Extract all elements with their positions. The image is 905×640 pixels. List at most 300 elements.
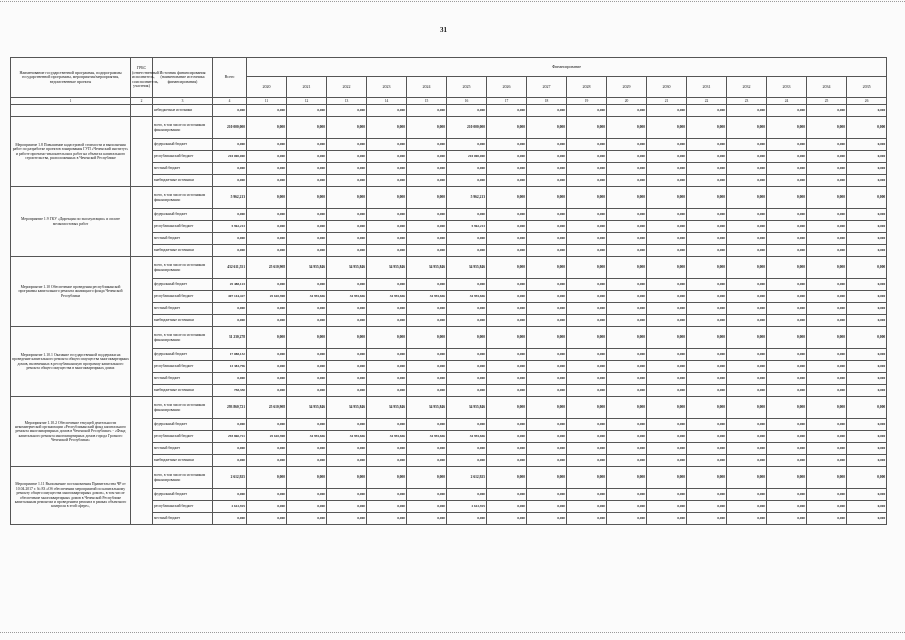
total-cell: 293 860,721 — [213, 397, 247, 419]
source-cell: местный бюджет — [153, 303, 213, 315]
year-value-cell: 0,000 — [527, 327, 567, 349]
year-value-cell: 34 955,846 — [287, 291, 327, 303]
year-value-cell: 0,000 — [767, 279, 807, 291]
year-value-cell: 0,000 — [487, 467, 527, 489]
year-value-cell: 0,000 — [607, 105, 647, 117]
year-value-cell: 0,000 — [607, 315, 647, 327]
year-value-cell: 0,000 — [607, 431, 647, 443]
header-colnum: 4 — [213, 98, 247, 105]
grbs-cell — [131, 467, 153, 525]
year-value-cell: 0,000 — [607, 139, 647, 151]
year-value-cell: 0,000 — [847, 467, 887, 489]
year-value-cell: 34 955,846 — [287, 431, 327, 443]
year-value-cell: 0,000 — [287, 163, 327, 175]
year-value-cell: 0,000 — [687, 385, 727, 397]
year-value-cell: 0,000 — [367, 467, 407, 489]
year-value-cell: 0,000 — [287, 349, 327, 361]
year-value-cell: 0,000 — [367, 315, 407, 327]
source-cell: всего, в том числе по источникам финансирования: — [153, 257, 213, 279]
header-colnum: 21 — [647, 98, 687, 105]
total-cell: 2 612,925 — [213, 501, 247, 513]
year-value-cell: 0,000 — [407, 279, 447, 291]
year-value-cell: 0,000 — [847, 349, 887, 361]
year-value-cell: 5 962,213 — [447, 187, 487, 209]
year-value-cell: 0,000 — [687, 279, 727, 291]
year-value-cell: 0,000 — [407, 221, 447, 233]
year-value-cell: 34 955,846 — [327, 257, 367, 279]
year-value-cell: 210 000,000 — [447, 117, 487, 139]
year-value-cell: 0,000 — [647, 279, 687, 291]
year-value-cell: 0,000 — [767, 175, 807, 187]
year-value-cell: 0,000 — [247, 513, 287, 525]
year-value-cell: 34 955,846 — [407, 257, 447, 279]
year-value-cell: 0,000 — [727, 327, 767, 349]
year-value-cell: 0,000 — [487, 513, 527, 525]
year-value-cell: 0,000 — [647, 361, 687, 373]
year-value-cell: 0,000 — [727, 431, 767, 443]
year-value-cell: 0,000 — [447, 209, 487, 221]
year-value-cell: 0,000 — [447, 373, 487, 385]
year-value-cell: 0,000 — [647, 291, 687, 303]
year-value-cell: 0,000 — [487, 419, 527, 431]
year-value-cell: 0,000 — [487, 187, 527, 209]
year-value-cell: 0,000 — [247, 139, 287, 151]
total-cell: 432 611,551 — [213, 257, 247, 279]
year-value-cell: 0,000 — [847, 385, 887, 397]
year-value-cell: 0,000 — [487, 455, 527, 467]
total-cell: 25 488,123 — [213, 279, 247, 291]
year-value-cell: 0,000 — [487, 291, 527, 303]
year-value-cell: 0,000 — [247, 151, 287, 163]
year-value-cell: 0,000 — [767, 151, 807, 163]
year-value-cell: 0,000 — [407, 209, 447, 221]
year-value-cell: 0,000 — [647, 105, 687, 117]
year-value-cell: 0,000 — [287, 187, 327, 209]
year-value-cell: 0,000 — [487, 233, 527, 245]
grbs-cell — [131, 105, 153, 117]
year-value-cell: 0,000 — [767, 443, 807, 455]
year-value-cell: 0,000 — [287, 139, 327, 151]
year-value-cell: 0,000 — [687, 291, 727, 303]
year-value-cell: 0,000 — [247, 443, 287, 455]
year-value-cell: 0,000 — [647, 467, 687, 489]
year-value-cell: 34 955,846 — [367, 397, 407, 419]
year-value-cell: 0,000 — [687, 349, 727, 361]
year-value-cell: 0,000 — [287, 513, 327, 525]
year-value-cell: 0,000 — [367, 175, 407, 187]
year-value-cell: 34 955,846 — [287, 397, 327, 419]
year-value-cell: 0,000 — [367, 455, 407, 467]
year-value-cell: 0,000 — [567, 209, 607, 221]
total-cell: 0,000 — [213, 233, 247, 245]
year-value-cell: 0,000 — [807, 455, 847, 467]
year-value-cell: 0,000 — [367, 187, 407, 209]
year-value-cell: 0,000 — [767, 419, 807, 431]
year-value-cell: 0,000 — [487, 151, 527, 163]
year-value-cell: 0,000 — [847, 361, 887, 373]
page-number: 31 — [440, 26, 447, 34]
year-value-cell: 0,000 — [567, 373, 607, 385]
year-value-cell: 0,000 — [647, 151, 687, 163]
total-cell: 0,000 — [213, 209, 247, 221]
total-cell: 0,000 — [213, 245, 247, 257]
year-value-cell: 0,000 — [447, 163, 487, 175]
year-value-cell: 0,000 — [487, 163, 527, 175]
year-value-cell: 0,000 — [847, 233, 887, 245]
year-value-cell: 0,000 — [767, 303, 807, 315]
header-colnum: 26 — [847, 98, 887, 105]
grbs-cell — [131, 327, 153, 397]
year-value-cell: 0,000 — [727, 163, 767, 175]
header-colnum: 12 — [287, 98, 327, 105]
year-value-cell: 0,000 — [487, 327, 527, 349]
year-value-cell: 0,000 — [247, 303, 287, 315]
year-value-cell: 0,000 — [647, 455, 687, 467]
year-value-cell: 0,000 — [287, 175, 327, 187]
year-value-cell: 0,000 — [247, 501, 287, 513]
year-value-cell: 0,000 — [567, 443, 607, 455]
year-value-cell: 0,000 — [287, 221, 327, 233]
year-value-cell: 0,000 — [607, 279, 647, 291]
year-value-cell: 25 610,908 — [247, 431, 287, 443]
year-value-cell: 0,000 — [847, 373, 887, 385]
year-value-cell: 0,000 — [287, 209, 327, 221]
source-cell: всего, в том числе по источникам финансирования: — [153, 187, 213, 209]
year-value-cell: 0,000 — [527, 315, 567, 327]
header-colnum: 20 — [607, 98, 647, 105]
year-value-cell: 0,000 — [567, 221, 607, 233]
year-value-cell: 0,000 — [287, 489, 327, 501]
year-value-cell: 0,000 — [647, 257, 687, 279]
year-value-cell: 0,000 — [527, 431, 567, 443]
year-value-cell: 0,000 — [287, 245, 327, 257]
year-value-cell: 0,000 — [727, 209, 767, 221]
year-value-cell: 0,000 — [327, 349, 367, 361]
total-cell: 0,000 — [213, 315, 247, 327]
total-cell: 758,350 — [213, 385, 247, 397]
year-value-cell: 0,000 — [407, 105, 447, 117]
year-value-cell: 0,000 — [527, 139, 567, 151]
year-value-cell: 0,000 — [527, 151, 567, 163]
header-year: 2033 — [767, 77, 807, 98]
header-colnum: 18 — [527, 98, 567, 105]
source-cell: местный бюджет — [153, 233, 213, 245]
year-value-cell: 0,000 — [767, 385, 807, 397]
year-value-cell: 0,000 — [607, 467, 647, 489]
year-value-cell: 0,000 — [607, 373, 647, 385]
year-value-cell: 0,000 — [247, 385, 287, 397]
year-value-cell: 0,000 — [487, 279, 527, 291]
year-value-cell: 0,000 — [607, 245, 647, 257]
year-value-cell: 0,000 — [807, 105, 847, 117]
year-value-cell: 0,000 — [247, 233, 287, 245]
year-value-cell: 0,000 — [647, 419, 687, 431]
year-value-cell: 0,000 — [727, 315, 767, 327]
year-value-cell: 0,000 — [407, 513, 447, 525]
year-value-cell: 0,000 — [767, 361, 807, 373]
header-colnum: 17 — [487, 98, 527, 105]
year-value-cell: 0,000 — [607, 455, 647, 467]
year-value-cell: 5 962,213 — [447, 221, 487, 233]
year-value-cell: 0,000 — [407, 443, 447, 455]
year-value-cell: 0,000 — [527, 385, 567, 397]
year-value-cell: 25 610,908 — [247, 257, 287, 279]
year-value-cell: 0,000 — [407, 467, 447, 489]
year-value-cell: 34 955,846 — [447, 257, 487, 279]
year-value-cell: 0,000 — [647, 513, 687, 525]
year-value-cell: 210 000,000 — [447, 151, 487, 163]
year-value-cell: 0,000 — [687, 443, 727, 455]
total-cell: 5 962,213 — [213, 221, 247, 233]
year-value-cell: 0,000 — [847, 513, 887, 525]
year-value-cell: 0,000 — [807, 501, 847, 513]
year-value-cell: 0,000 — [807, 117, 847, 139]
year-value-cell: 0,000 — [327, 315, 367, 327]
year-value-cell: 0,000 — [367, 117, 407, 139]
table-row — [11, 397, 887, 419]
year-value-cell: 0,000 — [807, 233, 847, 245]
year-value-cell: 0,000 — [647, 117, 687, 139]
year-value-cell: 0,000 — [647, 443, 687, 455]
year-value-cell: 0,000 — [247, 467, 287, 489]
header-year: 2022 — [327, 77, 367, 98]
year-value-cell: 0,000 — [247, 373, 287, 385]
total-cell: 31 230,278 — [213, 327, 247, 349]
year-value-cell: 0,000 — [727, 279, 767, 291]
year-value-cell: 0,000 — [247, 419, 287, 431]
year-value-cell: 0,000 — [607, 349, 647, 361]
year-value-cell: 0,000 — [327, 233, 367, 245]
year-value-cell: 0,000 — [567, 291, 607, 303]
year-value-cell: 0,000 — [447, 327, 487, 349]
header-year: 2021 — [287, 77, 327, 98]
header-row-group — [11, 58, 887, 77]
total-cell: 0,000 — [213, 443, 247, 455]
year-value-cell: 0,000 — [847, 175, 887, 187]
year-value-cell: 0,000 — [367, 163, 407, 175]
header-colnum: 13 — [327, 98, 367, 105]
total-cell: 5 962,213 — [213, 187, 247, 209]
year-value-cell: 0,000 — [767, 373, 807, 385]
year-value-cell: 0,000 — [327, 467, 367, 489]
total-cell: 293 860,721 — [213, 431, 247, 443]
year-value-cell: 0,000 — [847, 245, 887, 257]
header-colnum: 23 — [727, 98, 767, 105]
year-value-cell: 0,000 — [527, 467, 567, 489]
year-value-cell: 0,000 — [607, 443, 647, 455]
header-colnum: 22 — [687, 98, 727, 105]
year-value-cell: 0,000 — [647, 303, 687, 315]
year-value-cell: 0,000 — [847, 291, 887, 303]
year-value-cell: 34 955,846 — [447, 291, 487, 303]
total-cell: 17 088,132 — [213, 349, 247, 361]
year-value-cell: 0,000 — [767, 489, 807, 501]
year-value-cell: 0,000 — [847, 117, 887, 139]
year-value-cell: 0,000 — [247, 245, 287, 257]
financing-table — [10, 57, 887, 525]
year-value-cell: 0,000 — [527, 117, 567, 139]
header-year: 2029 — [607, 77, 647, 98]
year-value-cell: 0,000 — [367, 245, 407, 257]
year-value-cell: 0,000 — [767, 431, 807, 443]
table-body — [11, 105, 887, 525]
year-value-cell: 0,000 — [767, 291, 807, 303]
total-cell: 210 000,000 — [213, 151, 247, 163]
table-row — [11, 105, 887, 117]
year-value-cell: 0,000 — [647, 489, 687, 501]
year-value-cell: 0,000 — [247, 209, 287, 221]
activity-name: Мероприятие 1.8 Повышение кадастровой стоимости и выполнения работ по разработке проектов зонирования ГУП «Чеченский институт» и работе проектно-изыскательских работ на объектах капитального строительства, расположенных в Чеченской Республике — [11, 117, 131, 187]
year-value-cell: 0,000 — [727, 139, 767, 151]
year-value-cell: 0,000 — [487, 361, 527, 373]
year-value-cell: 0,000 — [367, 443, 407, 455]
year-value-cell: 0,000 — [447, 489, 487, 501]
year-value-cell: 34 955,846 — [327, 431, 367, 443]
header-year: 2028 — [567, 77, 607, 98]
total-cell: 0,000 — [213, 105, 247, 117]
year-value-cell: 0,000 — [447, 443, 487, 455]
year-value-cell: 0,000 — [847, 105, 887, 117]
year-value-cell: 0,000 — [607, 175, 647, 187]
year-value-cell: 0,000 — [567, 279, 607, 291]
year-value-cell: 0,000 — [807, 279, 847, 291]
year-value-cell: 0,000 — [647, 245, 687, 257]
activity-name: Мероприятие 1.10.2 Обеспечение текущей деятельности некоммерческой организации «Республиканский фонд капитального ремонта многоквартирных домов в Чеченской Республике» - «Фонд капитального ремонта многоквартирных домов города Грозного Чеченской Республики» — [11, 397, 131, 467]
grbs-cell — [131, 257, 153, 327]
year-value-cell: 0,000 — [407, 175, 447, 187]
year-value-cell: 0,000 — [247, 489, 287, 501]
header-year: 2024 — [407, 77, 447, 98]
year-value-cell: 0,000 — [527, 455, 567, 467]
year-value-cell: 0,000 — [327, 221, 367, 233]
year-value-cell: 0,000 — [287, 501, 327, 513]
year-value-cell: 0,000 — [727, 117, 767, 139]
year-value-cell: 0,000 — [287, 385, 327, 397]
source-cell: республиканский бюджет — [153, 221, 213, 233]
total-cell: 0,000 — [213, 455, 247, 467]
year-value-cell: 0,000 — [607, 361, 647, 373]
year-value-cell: 0,000 — [647, 385, 687, 397]
year-value-cell: 0,000 — [567, 303, 607, 315]
year-value-cell: 0,000 — [607, 163, 647, 175]
year-value-cell: 0,000 — [807, 397, 847, 419]
year-value-cell: 0,000 — [527, 489, 567, 501]
year-value-cell: 0,000 — [567, 327, 607, 349]
year-value-cell: 0,000 — [567, 187, 607, 209]
header-colnum: 11 — [247, 98, 287, 105]
year-value-cell: 0,000 — [287, 361, 327, 373]
year-value-cell: 0,000 — [847, 151, 887, 163]
year-value-cell: 0,000 — [367, 361, 407, 373]
year-value-cell: 0,000 — [847, 163, 887, 175]
year-value-cell: 0,000 — [327, 443, 367, 455]
year-value-cell: 0,000 — [807, 209, 847, 221]
year-value-cell: 0,000 — [687, 327, 727, 349]
year-value-cell: 0,000 — [487, 221, 527, 233]
year-value-cell: 0,000 — [847, 315, 887, 327]
year-value-cell: 0,000 — [527, 175, 567, 187]
year-value-cell: 0,000 — [567, 419, 607, 431]
year-value-cell: 34 955,846 — [327, 291, 367, 303]
table-row — [11, 467, 887, 489]
year-value-cell: 0,000 — [727, 397, 767, 419]
header-year: 2020 — [247, 77, 287, 98]
year-value-cell: 0,000 — [287, 279, 327, 291]
year-value-cell: 0,000 — [767, 163, 807, 175]
year-value-cell: 0,000 — [807, 489, 847, 501]
source-cell: федеральный бюджет — [153, 209, 213, 221]
source-cell: федеральный бюджет — [153, 139, 213, 151]
year-value-cell: 0,000 — [367, 105, 407, 117]
year-value-cell: 0,000 — [447, 139, 487, 151]
year-value-cell: 0,000 — [727, 257, 767, 279]
header-year: 2035 — [847, 77, 887, 98]
year-value-cell: 0,000 — [487, 139, 527, 151]
total-cell: 0,000 — [213, 303, 247, 315]
table-row — [11, 117, 887, 139]
header-year: 2032 — [727, 77, 767, 98]
year-value-cell: 0,000 — [847, 455, 887, 467]
grbs-cell — [131, 117, 153, 187]
year-value-cell: 0,000 — [527, 419, 567, 431]
year-value-cell: 0,000 — [727, 175, 767, 187]
header-colnum: 14 — [367, 98, 407, 105]
year-value-cell: 0,000 — [247, 327, 287, 349]
year-value-cell: 0,000 — [807, 221, 847, 233]
year-value-cell: 0,000 — [847, 501, 887, 513]
total-cell: 0,000 — [213, 139, 247, 151]
year-value-cell: 0,000 — [527, 221, 567, 233]
year-value-cell: 0,000 — [327, 385, 367, 397]
year-value-cell: 0,000 — [327, 419, 367, 431]
source-cell: федеральный бюджет — [153, 279, 213, 291]
year-value-cell: 0,000 — [367, 209, 407, 221]
year-value-cell: 0,000 — [447, 233, 487, 245]
year-value-cell: 0,000 — [607, 327, 647, 349]
year-value-cell: 0,000 — [767, 117, 807, 139]
year-value-cell: 0,000 — [767, 349, 807, 361]
year-value-cell: 0,000 — [647, 209, 687, 221]
source-cell: республиканский бюджет — [153, 501, 213, 513]
year-value-cell: 0,000 — [607, 257, 647, 279]
source-cell: всего, в том числе по источникам финансирования: — [153, 117, 213, 139]
source-cell: местный бюджет — [153, 163, 213, 175]
year-value-cell: 0,000 — [847, 257, 887, 279]
source-cell: всего, в том числе по источникам финансирования: — [153, 467, 213, 489]
source-cell: местный бюджет — [153, 443, 213, 455]
source-cell: республиканский бюджет — [153, 291, 213, 303]
year-value-cell: 0,000 — [767, 221, 807, 233]
year-value-cell: 0,000 — [767, 513, 807, 525]
year-value-cell: 0,000 — [727, 467, 767, 489]
header-colnum: 16 — [447, 98, 487, 105]
year-value-cell: 0,000 — [287, 117, 327, 139]
year-value-cell: 0,000 — [327, 245, 367, 257]
year-value-cell: 0,000 — [327, 279, 367, 291]
year-value-cell: 0,000 — [487, 373, 527, 385]
grbs-cell — [131, 187, 153, 257]
year-value-cell: 0,000 — [807, 151, 847, 163]
year-value-cell: 0,000 — [407, 151, 447, 163]
year-value-cell: 0,000 — [287, 151, 327, 163]
year-value-cell: 0,000 — [807, 443, 847, 455]
year-value-cell: 0,000 — [247, 163, 287, 175]
year-value-cell: 0,000 — [847, 303, 887, 315]
total-cell: 0,000 — [213, 373, 247, 385]
header-year: 2025 — [447, 77, 487, 98]
source-cell: внебюджетные источники — [153, 315, 213, 327]
year-value-cell: 0,000 — [807, 349, 847, 361]
